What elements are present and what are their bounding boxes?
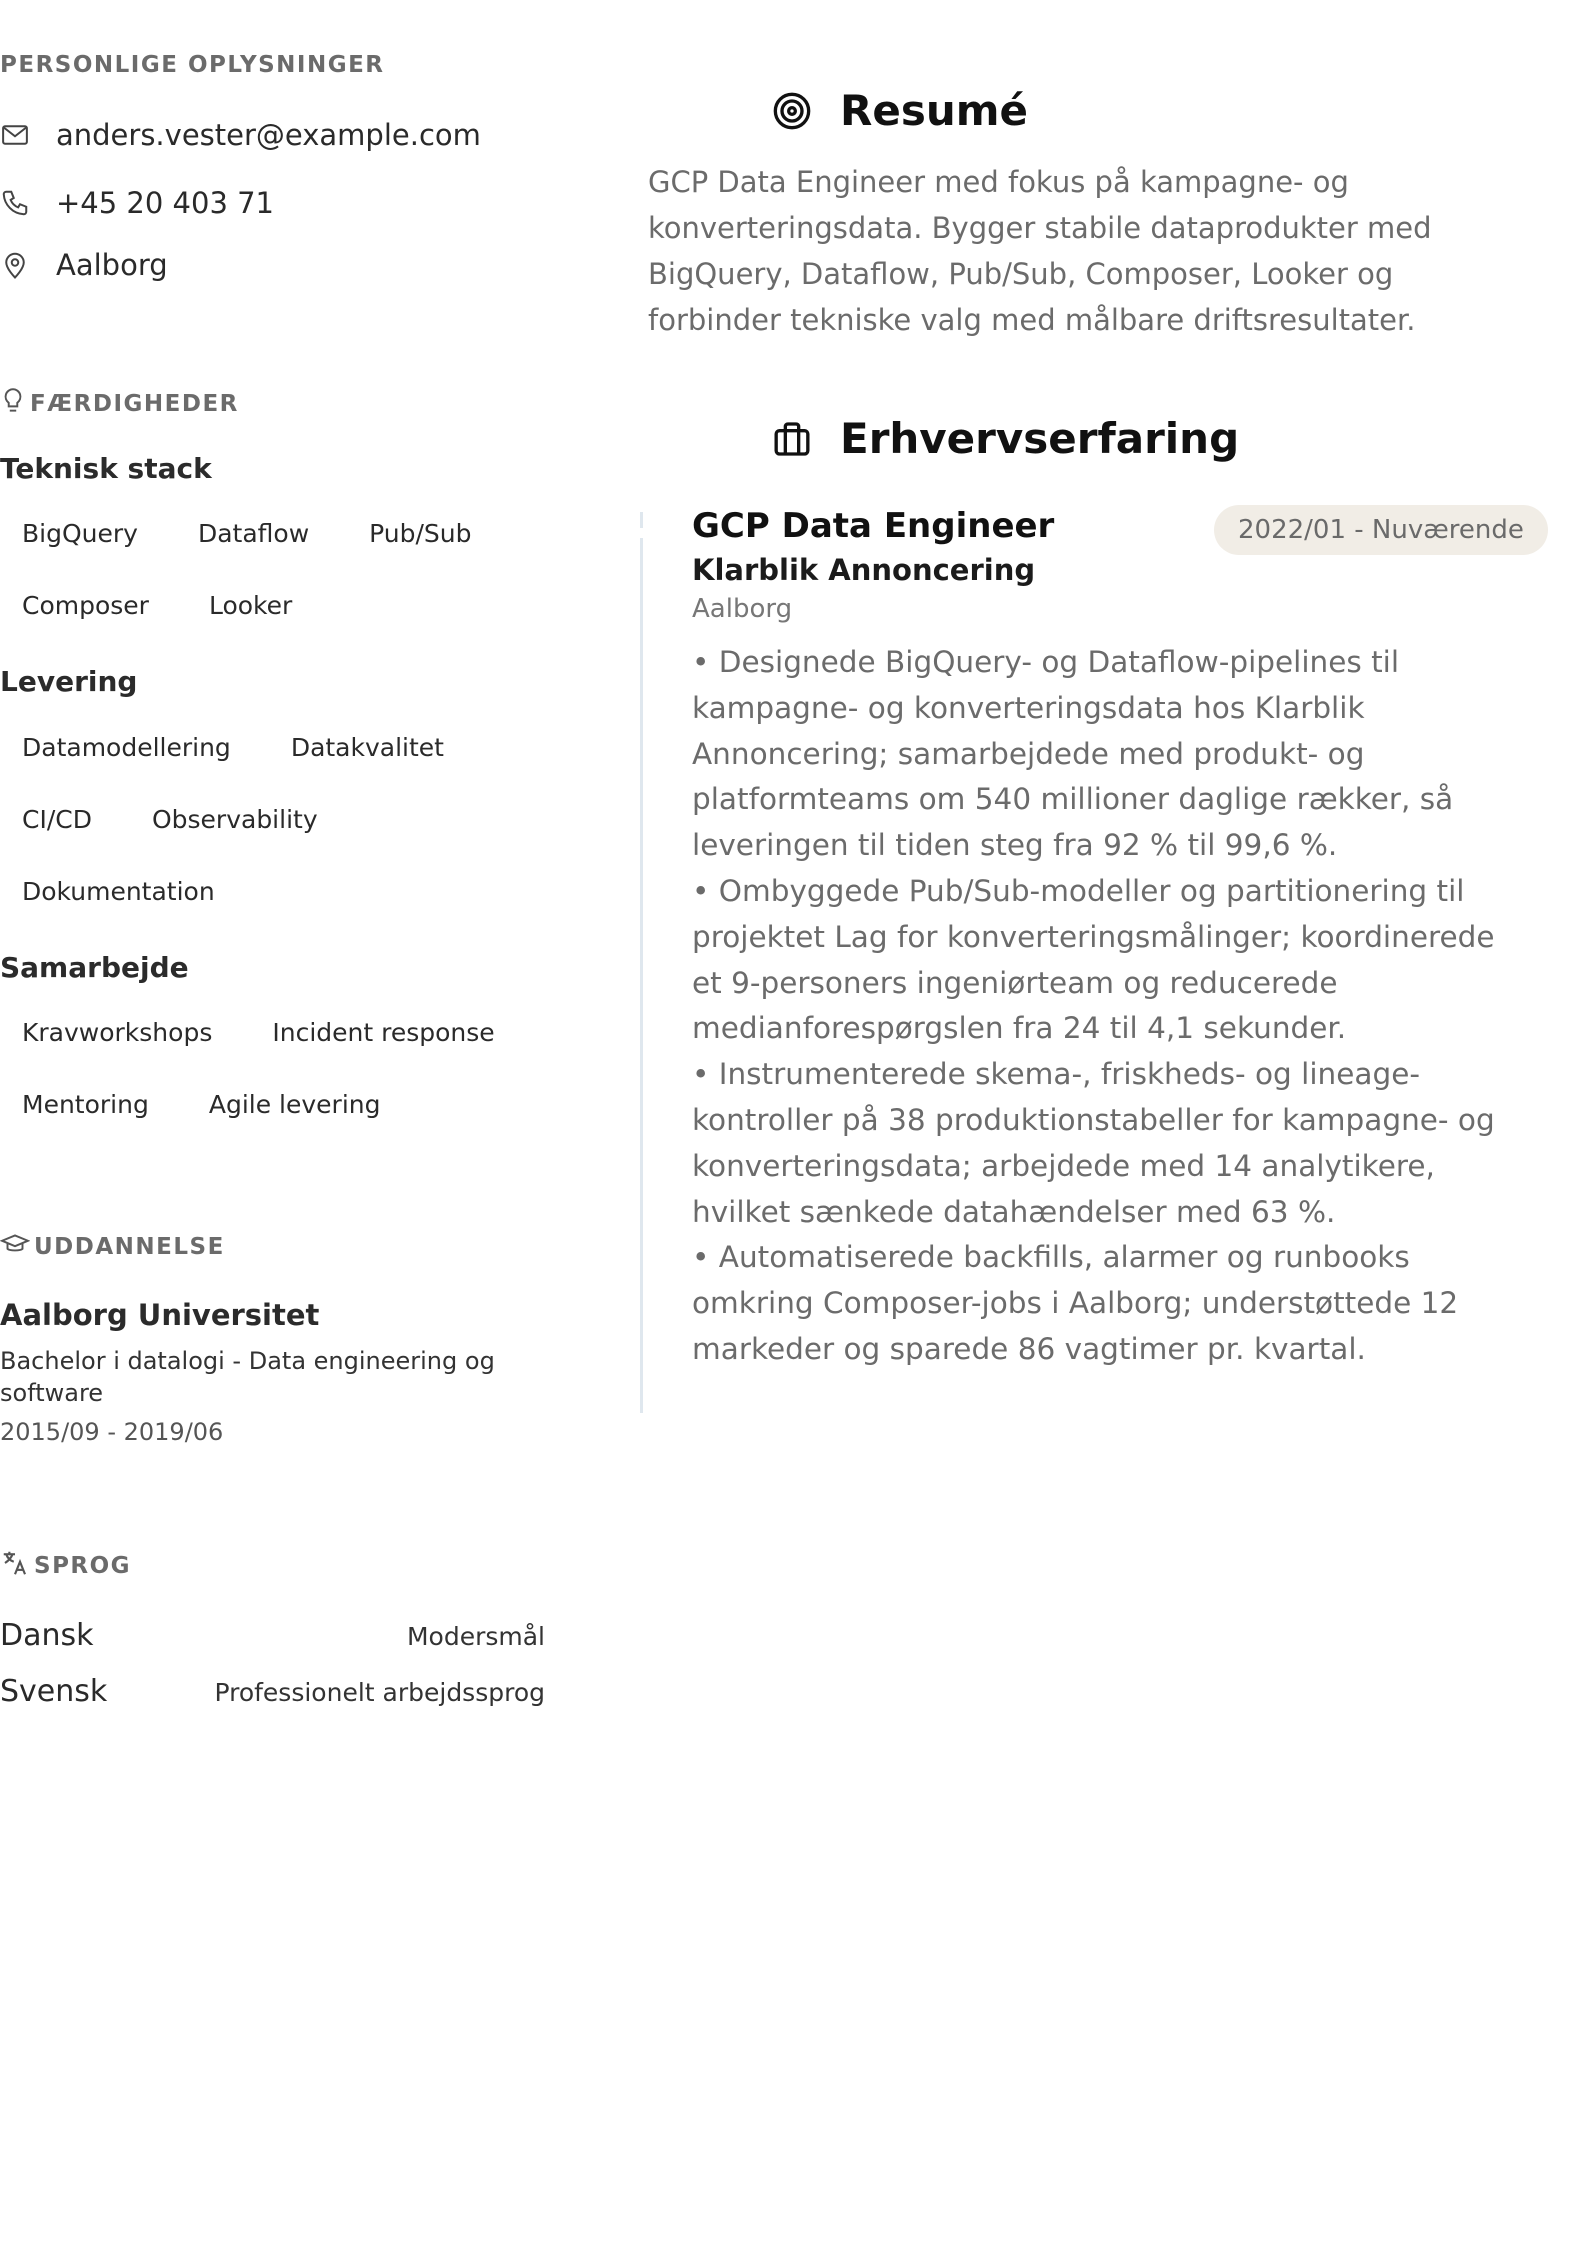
summary-title: Resumé bbox=[840, 86, 1028, 135]
skill-chip: Composer bbox=[22, 591, 149, 620]
target-icon bbox=[770, 89, 814, 133]
job-company: Klarblik Annoncering bbox=[692, 553, 1036, 587]
phone-text[interactable]: +45 20 403 71 bbox=[56, 186, 275, 220]
timeline-tick bbox=[640, 512, 643, 528]
skill-chip: Datakvalitet bbox=[290, 733, 444, 762]
summary-text: GCP Data Engineer med fokus på kampagne- og konverteringsdata. Bygger stabile dataprodukter med BigQuery, Dataflow, Pub/Sub, Composer, Looker og forbinder tekniske valg med målbare driftsresultater. bbox=[648, 165, 1432, 337]
language-row bbox=[0, 1618, 545, 1653]
summary-heading bbox=[770, 86, 1028, 135]
map-pin-icon bbox=[0, 249, 32, 281]
phone-row[interactable] bbox=[0, 186, 274, 220]
skill-chip: Datamodellering bbox=[22, 733, 231, 762]
experience-title: Erhvervserfaring bbox=[840, 414, 1240, 463]
job-bullets bbox=[692, 640, 1512, 1373]
location-row bbox=[0, 248, 168, 282]
skill-group-title: Samarbejde bbox=[0, 951, 189, 984]
email-row[interactable] bbox=[0, 118, 481, 152]
skill-chip: Agile levering bbox=[208, 1090, 381, 1119]
skills-heading-label: FÆRDIGHEDER bbox=[30, 391, 239, 417]
skill-chips bbox=[0, 712, 560, 928]
phone-icon bbox=[0, 187, 32, 219]
language-row bbox=[0, 1674, 545, 1709]
mail-icon bbox=[0, 119, 32, 151]
languages-heading bbox=[0, 1548, 131, 1584]
job-bullet: • Instrumenterede skema-, friskheds- og lineage-kontroller på 38 produktionstabeller for kampagne- og konverteringsdata; arbejdede med 14 analytikere, hvilket sænkede datahændelser med 63 %. bbox=[692, 1057, 1495, 1229]
skill-chips bbox=[0, 997, 560, 1141]
job-location: Aalborg bbox=[692, 594, 793, 624]
skill-chip: Dataflow bbox=[197, 519, 310, 548]
language-level: Professionelt arbejdssprog bbox=[214, 1678, 545, 1707]
translate-icon bbox=[0, 1548, 30, 1584]
job-bullet: • Ombyggede Pub/Sub-modeller og partitionering til projektet Lag for konverteringsmålinger; koordinerede et 9-personers ingeniørteam og reducerede medianforespørgslen fra 24 til 4,1 sekunder. bbox=[692, 873, 1495, 1046]
language-name: Dansk bbox=[0, 1618, 94, 1653]
skill-chip: Incident response bbox=[272, 1018, 495, 1047]
education-heading-label: UDDANNELSE bbox=[34, 1234, 225, 1260]
skill-chip: Dokumentation bbox=[22, 877, 215, 906]
skill-chip: Kravworkshops bbox=[22, 1018, 213, 1047]
education-dates: 2015/09 - 2019/06 bbox=[0, 1418, 224, 1446]
skill-chips bbox=[0, 498, 560, 642]
personal-info-heading: PERSONLIGE OPLYSNINGER bbox=[0, 52, 385, 78]
email-text[interactable]: anders.vester@example.com bbox=[56, 118, 481, 152]
skill-chip: Mentoring bbox=[22, 1090, 149, 1119]
timeline-line bbox=[640, 538, 643, 1413]
skill-group-title: Teknisk stack bbox=[0, 452, 212, 485]
education-school: Aalborg Universitet bbox=[0, 1298, 320, 1332]
job-title: GCP Data Engineer bbox=[692, 506, 1055, 546]
education-heading bbox=[0, 1231, 225, 1263]
skill-group-title: Levering bbox=[0, 665, 138, 698]
education-degree: Bachelor i datalogi - Data engineering og software bbox=[0, 1347, 495, 1407]
job-bullet: • Designede BigQuery- og Dataflow-pipelines til kampagne- og konverteringsdata hos Klarblik Annoncering; samarbejdede med produkt- og platformteams om 540 millioner daglige rækker, så leveringen til tiden steg fra 92 % til 99,6 %. bbox=[692, 645, 1454, 863]
languages-heading-label: SPROG bbox=[34, 1553, 132, 1579]
location-text: Aalborg bbox=[56, 248, 168, 282]
lightbulb-icon bbox=[0, 386, 26, 422]
language-name: Svensk bbox=[0, 1674, 108, 1709]
skills-heading bbox=[0, 386, 239, 422]
skill-chip: Looker bbox=[208, 591, 293, 620]
job-date-badge: 2022/01 - Nuværende bbox=[1214, 505, 1548, 555]
skill-chip: Observability bbox=[151, 805, 318, 834]
graduation-cap-icon bbox=[0, 1231, 30, 1263]
skill-chip: CI/CD bbox=[22, 805, 92, 834]
language-level: Modersmål bbox=[406, 1622, 545, 1651]
experience-heading bbox=[770, 414, 1239, 463]
skill-chip: Pub/Sub bbox=[369, 519, 472, 548]
briefcase-icon bbox=[770, 417, 814, 461]
job-bullet: • Automatiserede backfills, alarmer og runbooks omkring Composer-jobs i Aalborg; understøttede 12 markeder og sparede 86 vagtimer pr. kvartal. bbox=[692, 1240, 1459, 1366]
skill-chip: BigQuery bbox=[22, 519, 138, 548]
